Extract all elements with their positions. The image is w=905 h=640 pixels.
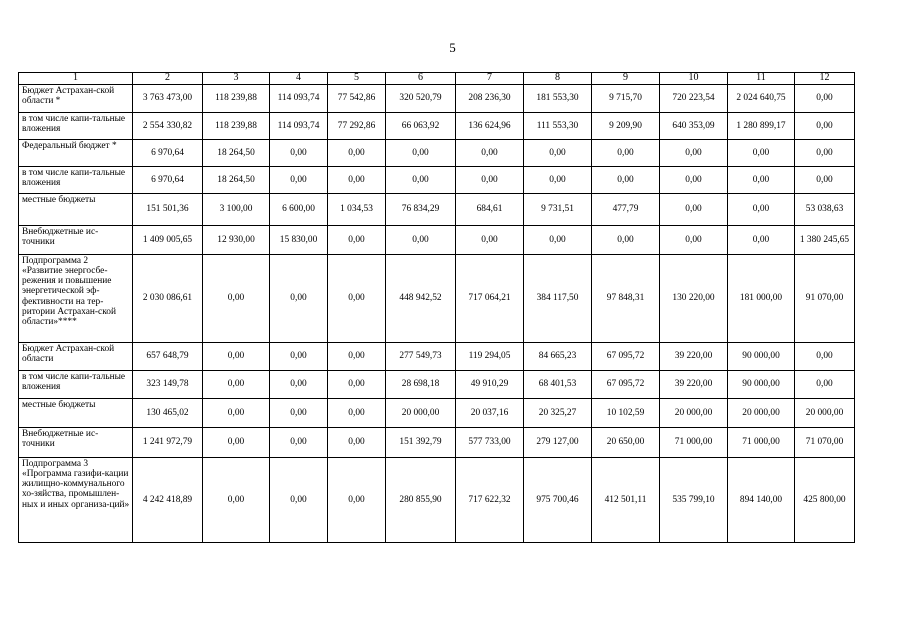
table-cell: 0,00 [456,140,524,167]
table-cell: 15 830,00 [270,226,328,255]
table-cell: 6 970,64 [133,167,203,194]
table-cell: 90 000,00 [728,343,795,371]
table-cell: 71 000,00 [728,428,795,458]
table-cell: 181 000,00 [728,255,795,343]
table-cell: 1 241 972,79 [133,428,203,458]
table-cell: 0,00 [328,226,386,255]
table-cell: 577 733,00 [456,428,524,458]
table-cell: 0,00 [270,167,328,194]
table-cell: 0,00 [660,194,728,226]
table-row [19,371,855,399]
table-cell: 0,00 [660,226,728,255]
table-cell: 0,00 [456,167,524,194]
table-cell: 0,00 [386,140,456,167]
column-header: 12 [795,73,855,85]
row-label: в том числе капи-тальные вложения [19,167,133,194]
table-cell: 0,00 [795,371,855,399]
row-label: Подпрограмма 2 «Развитие энергосбе-режения и повышение энергетической эф-фективности на тер-ритории Астрахан-ской области»**** [19,255,133,343]
table-cell: 0,00 [203,399,270,428]
table-cell: 0,00 [328,458,386,543]
table-cell: 0,00 [203,428,270,458]
table-cell: 425 800,00 [795,458,855,543]
table-cell: 720 223,54 [660,85,728,113]
table-cell: 91 070,00 [795,255,855,343]
table-cell: 280 855,90 [386,458,456,543]
table-cell: 18 264,50 [203,140,270,167]
table-cell: 0,00 [203,371,270,399]
table-cell: 657 648,79 [133,343,203,371]
table-cell: 0,00 [728,194,795,226]
row-label: Внебюджетные ис-точники [19,428,133,458]
column-header: 5 [328,73,386,85]
table-cell: 0,00 [270,343,328,371]
table-cell: 323 149,78 [133,371,203,399]
table-cell: 0,00 [386,226,456,255]
table-cell: 384 117,50 [524,255,592,343]
table-cell: 0,00 [270,371,328,399]
row-label: в том числе капи-тальные вложения [19,371,133,399]
row-label: Подпрограмма 3 «Программа газифи-кации жилищно-коммунального хо-зяйства, промышлен-ных и иных организа-ций» [19,458,133,543]
table-cell: 0,00 [795,343,855,371]
table-cell: 975 700,46 [524,458,592,543]
table-cell: 0,00 [524,226,592,255]
table-cell: 0,00 [203,458,270,543]
table-cell: 77 292,86 [328,113,386,140]
table-cell: 181 553,30 [524,85,592,113]
table-cell: 114 093,74 [270,113,328,140]
column-header: 9 [592,73,660,85]
row-label: Внебюджетные ис-точники [19,226,133,255]
table-cell: 0,00 [328,167,386,194]
table-cell: 67 095,72 [592,343,660,371]
table-cell: 77 542,86 [328,85,386,113]
table-cell: 0,00 [203,343,270,371]
table-row [19,399,855,428]
table-cell: 0,00 [795,113,855,140]
table-cell: 136 624,96 [456,113,524,140]
row-label: Бюджет Астрахан-ской области [19,343,133,371]
table-cell: 717 622,32 [456,458,524,543]
table-cell: 9 209,90 [592,113,660,140]
table-cell: 0,00 [270,140,328,167]
column-header: 4 [270,73,328,85]
table-row [19,194,855,226]
column-header: 1 [19,73,133,85]
table-cell: 0,00 [456,226,524,255]
table-cell: 20 650,00 [592,428,660,458]
table-cell: 535 799,10 [660,458,728,543]
table-cell: 20 000,00 [728,399,795,428]
table-cell: 53 038,63 [795,194,855,226]
table-cell: 10 102,59 [592,399,660,428]
column-header: 10 [660,73,728,85]
table-cell: 0,00 [592,167,660,194]
table-cell: 118 239,88 [203,85,270,113]
table-cell: 0,00 [328,371,386,399]
table-cell: 320 520,79 [386,85,456,113]
table-cell: 6 970,64 [133,140,203,167]
table-cell: 97 848,31 [592,255,660,343]
table-cell: 412 501,11 [592,458,660,543]
table-cell: 717 064,21 [456,255,524,343]
table-row [19,458,855,543]
table-cell: 119 294,05 [456,343,524,371]
table-cell: 20 000,00 [660,399,728,428]
table-cell: 1 280 899,17 [728,113,795,140]
table-cell: 0,00 [270,399,328,428]
table-cell: 0,00 [270,255,328,343]
table-cell: 71 070,00 [795,428,855,458]
row-label: местные бюджеты [19,399,133,428]
table-cell: 151 392,79 [386,428,456,458]
table-cell: 9 731,51 [524,194,592,226]
table-cell: 0,00 [328,140,386,167]
table-cell: 111 553,30 [524,113,592,140]
table-cell: 640 353,09 [660,113,728,140]
table-cell: 2 030 086,61 [133,255,203,343]
table-cell: 4 242 418,89 [133,458,203,543]
table-cell: 894 140,00 [728,458,795,543]
column-header: 3 [203,73,270,85]
table-cell: 20 000,00 [386,399,456,428]
table-cell: 0,00 [728,167,795,194]
table-cell: 66 063,92 [386,113,456,140]
row-label: Федеральный бюджет * [19,140,133,167]
table-row [19,255,855,343]
table-cell: 0,00 [328,255,386,343]
table-cell: 84 665,23 [524,343,592,371]
table-cell: 12 930,00 [203,226,270,255]
header-row [19,73,855,85]
table-cell: 28 698,18 [386,371,456,399]
table-cell: 6 600,00 [270,194,328,226]
table-cell: 0,00 [524,167,592,194]
table-cell: 39 220,00 [660,371,728,399]
table-cell: 0,00 [660,167,728,194]
column-header: 2 [133,73,203,85]
column-header: 11 [728,73,795,85]
table-cell: 0,00 [795,140,855,167]
table-cell: 1 409 005,65 [133,226,203,255]
row-label: Бюджет Астрахан-ской области * [19,85,133,113]
table-cell: 0,00 [328,428,386,458]
table-cell: 130 220,00 [660,255,728,343]
table-cell: 0,00 [728,226,795,255]
table-cell: 39 220,00 [660,343,728,371]
table-cell: 448 942,52 [386,255,456,343]
table-row [19,226,855,255]
table-row [19,113,855,140]
table-cell: 0,00 [592,226,660,255]
table-cell: 18 264,50 [203,167,270,194]
table-cell: 20 037,16 [456,399,524,428]
table-row [19,167,855,194]
table-cell: 76 834,29 [386,194,456,226]
table-cell: 151 501,36 [133,194,203,226]
table-cell: 0,00 [386,167,456,194]
table-cell: 0,00 [728,140,795,167]
table-cell: 0,00 [524,140,592,167]
table-cell: 0,00 [203,255,270,343]
table-cell: 20 325,27 [524,399,592,428]
table-cell: 1 380 245,65 [795,226,855,255]
table-cell: 0,00 [795,167,855,194]
table-cell: 684,61 [456,194,524,226]
table-row [19,343,855,371]
column-header: 8 [524,73,592,85]
table-row [19,85,855,113]
table-cell: 277 549,73 [386,343,456,371]
row-label: в том числе капи-тальные вложения [19,113,133,140]
table-cell: 0,00 [328,343,386,371]
table-cell: 2 554 330,82 [133,113,203,140]
table-cell: 3 763 473,00 [133,85,203,113]
page-number: 5 [449,40,456,55]
table-cell: 0,00 [270,428,328,458]
table-cell: 0,00 [795,85,855,113]
budget-table [18,72,855,543]
table-row [19,140,855,167]
table-cell: 130 465,02 [133,399,203,428]
table-cell: 3 100,00 [203,194,270,226]
table-cell: 71 000,00 [660,428,728,458]
table-cell: 49 910,29 [456,371,524,399]
table-cell: 118 239,88 [203,113,270,140]
table-cell: 114 093,74 [270,85,328,113]
table-cell: 0,00 [660,140,728,167]
table-cell: 279 127,00 [524,428,592,458]
table-row [19,428,855,458]
table-cell: 0,00 [328,399,386,428]
table-cell: 1 034,53 [328,194,386,226]
table-cell: 208 236,30 [456,85,524,113]
table-cell: 67 095,72 [592,371,660,399]
table-cell: 2 024 640,75 [728,85,795,113]
table-cell: 20 000,00 [795,399,855,428]
column-header: 6 [386,73,456,85]
table-cell: 0,00 [270,458,328,543]
table-cell: 0,00 [592,140,660,167]
row-label: местные бюджеты [19,194,133,226]
table-cell: 9 715,70 [592,85,660,113]
table-cell: 90 000,00 [728,371,795,399]
table-cell: 68 401,53 [524,371,592,399]
column-header: 7 [456,73,524,85]
table-cell: 477,79 [592,194,660,226]
